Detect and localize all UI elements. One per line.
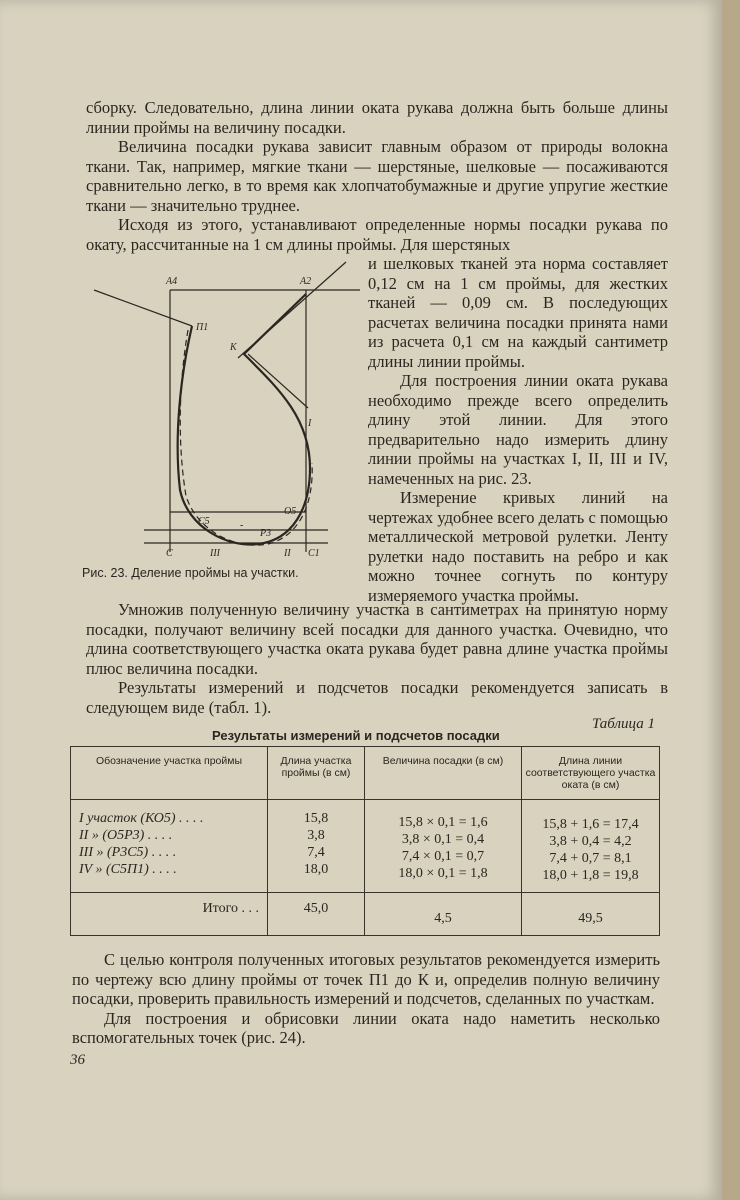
paragraph-5: Измерение кривых линий на чертежах удобнее всего делать с помощью металлической метровой рулетки. Ленту рулетки надо поставить на ребро и как можно точнее согнуть по контуру измеряемого участка проймы. <box>368 488 668 605</box>
table-body-row <box>71 800 660 893</box>
results-table <box>70 746 660 936</box>
page-number: 36 <box>70 1052 85 1068</box>
header-cap-length: Длина линии соответствующего участка оката (в см) <box>522 747 660 800</box>
table-row-3-total: 7,4 + 0,7 = 8,1 <box>549 851 632 866</box>
table-row-2-ease: 3,8 × 0,1 = 0,4 <box>401 832 485 847</box>
table-row-2-total: 3,8 + 0,4 = 4,2 <box>549 834 632 849</box>
label-a4: А4 <box>166 276 178 287</box>
table-row-4-length: 18,0 <box>303 862 329 877</box>
paragraph-7: Результаты измерений и подсчетов посадки рекомендуется записать в следующем виде (табл. 1). <box>86 678 668 717</box>
paragraph-6: Умножив полученную величину участка в сантиметрах на принятую норму посадки, получают величину всей посадки для данного участка. Очевидно, что длина соответствующего участка оката рукава будет равна длине участка проймы плюс величина посадки. <box>86 600 668 678</box>
table-total-row <box>71 893 660 936</box>
length-values-cell <box>268 800 365 893</box>
table-header-row <box>71 747 660 800</box>
table-title: Результаты измерений и подсчетов посадки <box>212 728 500 743</box>
text-block-middle <box>86 600 668 717</box>
diagram-guide-line <box>248 354 308 408</box>
paragraph-4: Для построения линии оката рукава необходимо прежде всего определить длину этой линии. Для этого предварительно надо измерить длину линии проймы на участках I, II, III и IV, намеченных на рис. 23. <box>368 371 668 488</box>
table-row-1-label: I участок (КО5) . . . . <box>79 811 204 826</box>
table-row-2-length: 3,8 <box>307 828 325 843</box>
text-block-right <box>368 254 668 605</box>
paragraph-2: Величина посадки рукава зависит главным образом от природы волокна ткани. Так, например, мягкие ткани — шерстяные, шелковые — посаживаются сравнительно легко, в то время как хлопчатобумажные и другие упругие жесткие ткани — значительно труднее. <box>86 137 668 215</box>
text-block-top <box>86 98 668 254</box>
table-number: Таблица 1 <box>592 716 655 732</box>
table-row-3-ease: 7,4 × 0,1 = 0,7 <box>401 849 485 864</box>
header-length: Длина участка проймы (в см) <box>268 747 365 800</box>
label-o5: О5 <box>284 506 297 517</box>
table-row-1-ease: 15,8 × 0,1 = 1,6 <box>398 815 488 830</box>
table-row-1-total: 15,8 + 1,6 = 17,4 <box>542 817 639 832</box>
paragraph-8: С целью контроля полученных итоговых результатов рекомендуется измерить по чертежу всю длину проймы от точек П1 до К и, определив полную величину посадки, проверить правильность измерений и подсчетов, сделанных по участкам. <box>72 950 660 1008</box>
book-spine <box>722 0 740 1200</box>
label-p1: П1 <box>196 322 209 333</box>
label-a2: А2 <box>300 276 312 287</box>
total-cap-length: 49,5 <box>522 893 660 936</box>
label-c1: С1 <box>308 548 320 559</box>
total-label: Итого . . . <box>71 893 268 936</box>
cap-length-values-cell <box>522 800 660 893</box>
total-length: 45,0 <box>268 893 365 936</box>
text-block-bottom <box>72 950 660 1048</box>
paragraph-9: Для построения и обрисовки линии оката надо наметить несколько вспомогательных точек (рис. 24). <box>72 1008 660 1047</box>
paragraph-3b: и шелковых тканей эта норма составляет 0,12 см на 1 см проймы, для жестких тканей — 0,09 см. В последующих расчетах величина посадки принята нами из расчета 0,1 см на каждый сантиметр длины линии проймы. <box>368 254 668 371</box>
table-row-4-label: IV » (С5П1) . . . . <box>79 862 177 877</box>
table-row-3-label: III » (Р3С5) . . . . <box>79 845 177 860</box>
table-row-2-label: II » (О5Р3) . . . . <box>79 828 173 843</box>
label-i: I <box>308 418 312 429</box>
table-row-4-total: 18,0 + 1,8 = 19,8 <box>542 868 639 883</box>
paragraph-3a: Исходя из этого, устанавливают определенные нормы посадки рукава по окату, рассчитанные на 1 см длины проймы. Для шерстяных <box>86 215 668 254</box>
label-ii: II <box>284 548 291 559</box>
label-c5: С5 <box>198 516 210 527</box>
label-iii: III <box>210 548 220 559</box>
section-labels-cell <box>71 800 268 893</box>
figure-caption: Рис. 23. Деление проймы на участки. <box>82 566 299 580</box>
label-k: К <box>230 342 237 353</box>
label-p3: Р3 <box>260 528 272 539</box>
label-c: С <box>166 548 173 559</box>
ease-values-cell <box>365 800 522 893</box>
header-section: Обозначение участка проймы <box>71 747 268 800</box>
table-row-4-ease: 18,0 × 0,1 = 1,8 <box>398 866 488 881</box>
table-row-3-length: 7,4 <box>307 845 325 860</box>
diagram-diagonal-left <box>94 290 192 326</box>
table-row-1-length: 15,8 <box>303 811 329 826</box>
armhole-diagram <box>88 258 360 564</box>
total-ease: 4,5 <box>365 893 522 936</box>
label-dash: - <box>240 520 244 531</box>
paragraph-1: сборку. Следовательно, длина линии оката рукава должна быть больше длины линии проймы на величину посадки. <box>86 98 668 137</box>
header-ease: Величина посадки (в см) <box>365 747 522 800</box>
